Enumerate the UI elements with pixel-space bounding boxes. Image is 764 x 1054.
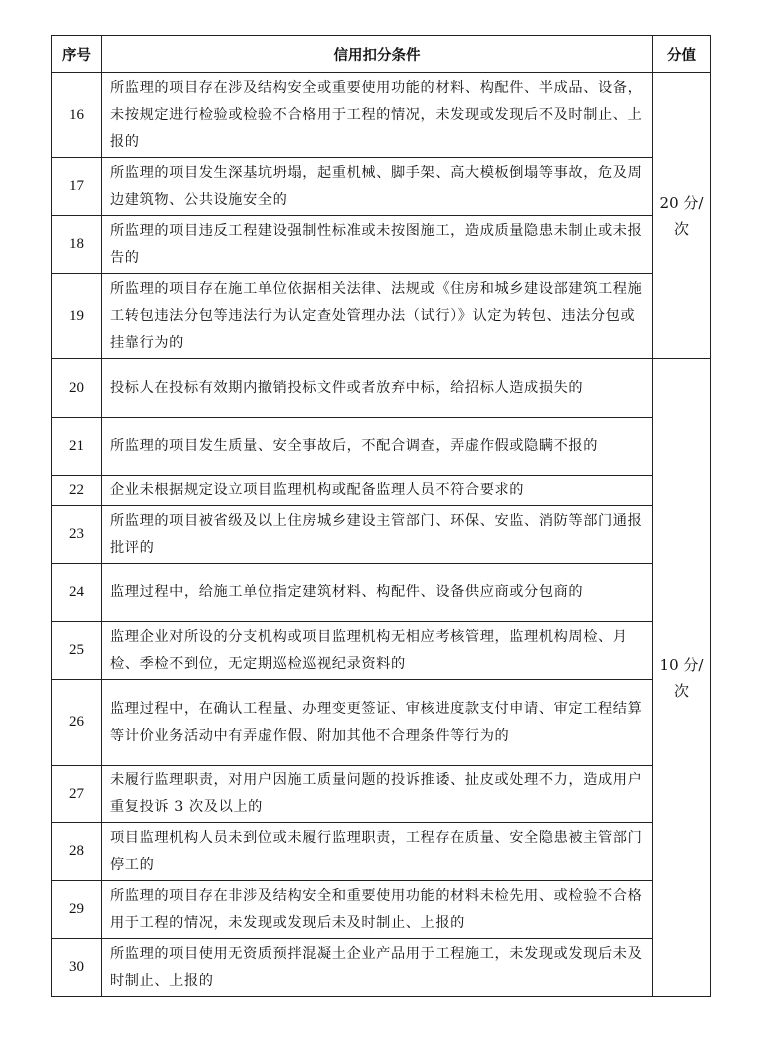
table-row	[52, 418, 711, 476]
table-row	[52, 216, 711, 274]
row-condition: 投标人在投标有效期内撤销投标文件或者放弃中标，给招标人造成损失的	[102, 359, 653, 418]
row-number: 30	[52, 939, 102, 997]
header-condition: 信用扣分条件	[102, 36, 653, 73]
row-number: 28	[52, 823, 102, 881]
row-number: 20	[52, 359, 102, 418]
row-number: 22	[52, 476, 102, 506]
table-row	[52, 476, 711, 506]
table-row	[52, 881, 711, 939]
row-number: 29	[52, 881, 102, 939]
row-condition: 所监理的项目发生深基坑坍塌，起重机械、脚手架、高大模板倒塌等事故，危及周边建筑物、公共设施安全的	[102, 158, 653, 216]
row-number: 18	[52, 216, 102, 274]
score-cell: 20 分/次	[653, 73, 711, 359]
row-number: 24	[52, 564, 102, 622]
table-row	[52, 359, 711, 418]
row-condition: 监理过程中，给施工单位指定建筑材料、构配件、设备供应商或分包商的	[102, 564, 653, 622]
row-condition: 项目监理机构人员未到位或未履行监理职责，工程存在质量、安全隐患被主管部门停工的	[102, 823, 653, 881]
row-condition: 所监理的项目存在施工单位依据相关法律、法规或《住房和城乡建设部建筑工程施工转包违法分包等违法行为认定查处管理办法（试行）》认定为转包、违法分包或挂靠行为的	[102, 274, 653, 359]
row-number: 21	[52, 418, 102, 476]
row-condition: 所监理的项目发生质量、安全事故后，不配合调查，弄虚作假或隐瞒不报的	[102, 418, 653, 476]
row-condition: 所监理的项目存在涉及结构安全或重要使用功能的材料、构配件、半成品、设备，未按规定进行检验或检验不合格用于工程的情况，未发现或发现后不及时制止、上报的	[102, 73, 653, 158]
row-number: 17	[52, 158, 102, 216]
table-row	[52, 823, 711, 881]
table-row	[52, 939, 711, 997]
row-condition: 所监理的项目使用无资质预拌混凝土企业产品用于工程施工，未发现或发现后未及时制止、上报的	[102, 939, 653, 997]
row-condition: 所监理的项目存在非涉及结构安全和重要使用功能的材料未检先用、或检验不合格用于工程的情况，未发现或发现后未及时制止、上报的	[102, 881, 653, 939]
header-no: 序号	[52, 36, 102, 73]
row-condition: 所监理的项目违反工程建设强制性标准或未按图施工，造成质量隐患未制止或未报告的	[102, 216, 653, 274]
row-condition: 监理企业对所设的分支机构或项目监理机构无相应考核管理，监理机构周检、月检、季检不到位，无定期巡检巡视纪录资料的	[102, 622, 653, 680]
table-row	[52, 158, 711, 216]
table-row	[52, 73, 711, 158]
table-row	[52, 680, 711, 766]
row-number: 26	[52, 680, 102, 766]
row-number: 19	[52, 274, 102, 359]
table-row	[52, 766, 711, 823]
table-row	[52, 564, 711, 622]
row-number: 16	[52, 73, 102, 158]
credit-deduction-table	[51, 35, 711, 997]
table-row	[52, 506, 711, 564]
row-condition: 企业未根据规定设立项目监理机构或配备监理人员不符合要求的	[102, 476, 653, 506]
table-header-row	[52, 36, 711, 73]
header-score: 分值	[653, 36, 711, 73]
row-condition: 监理过程中，在确认工程量、办理变更签证、审核进度款支付申请、审定工程结算等计价业务活动中有弄虚作假、附加其他不合理条件等行为的	[102, 680, 653, 766]
row-condition: 所监理的项目被省级及以上住房城乡建设主管部门、环保、安监、消防等部门通报批评的	[102, 506, 653, 564]
row-number: 27	[52, 766, 102, 823]
row-condition: 未履行监理职责，对用户因施工质量问题的投诉推诿、扯皮或处理不力，造成用户重复投诉 3 次及以上的	[102, 766, 653, 823]
table-row	[52, 274, 711, 359]
table-row	[52, 622, 711, 680]
row-number: 25	[52, 622, 102, 680]
row-number: 23	[52, 506, 102, 564]
score-cell: 10 分/次	[653, 359, 711, 997]
